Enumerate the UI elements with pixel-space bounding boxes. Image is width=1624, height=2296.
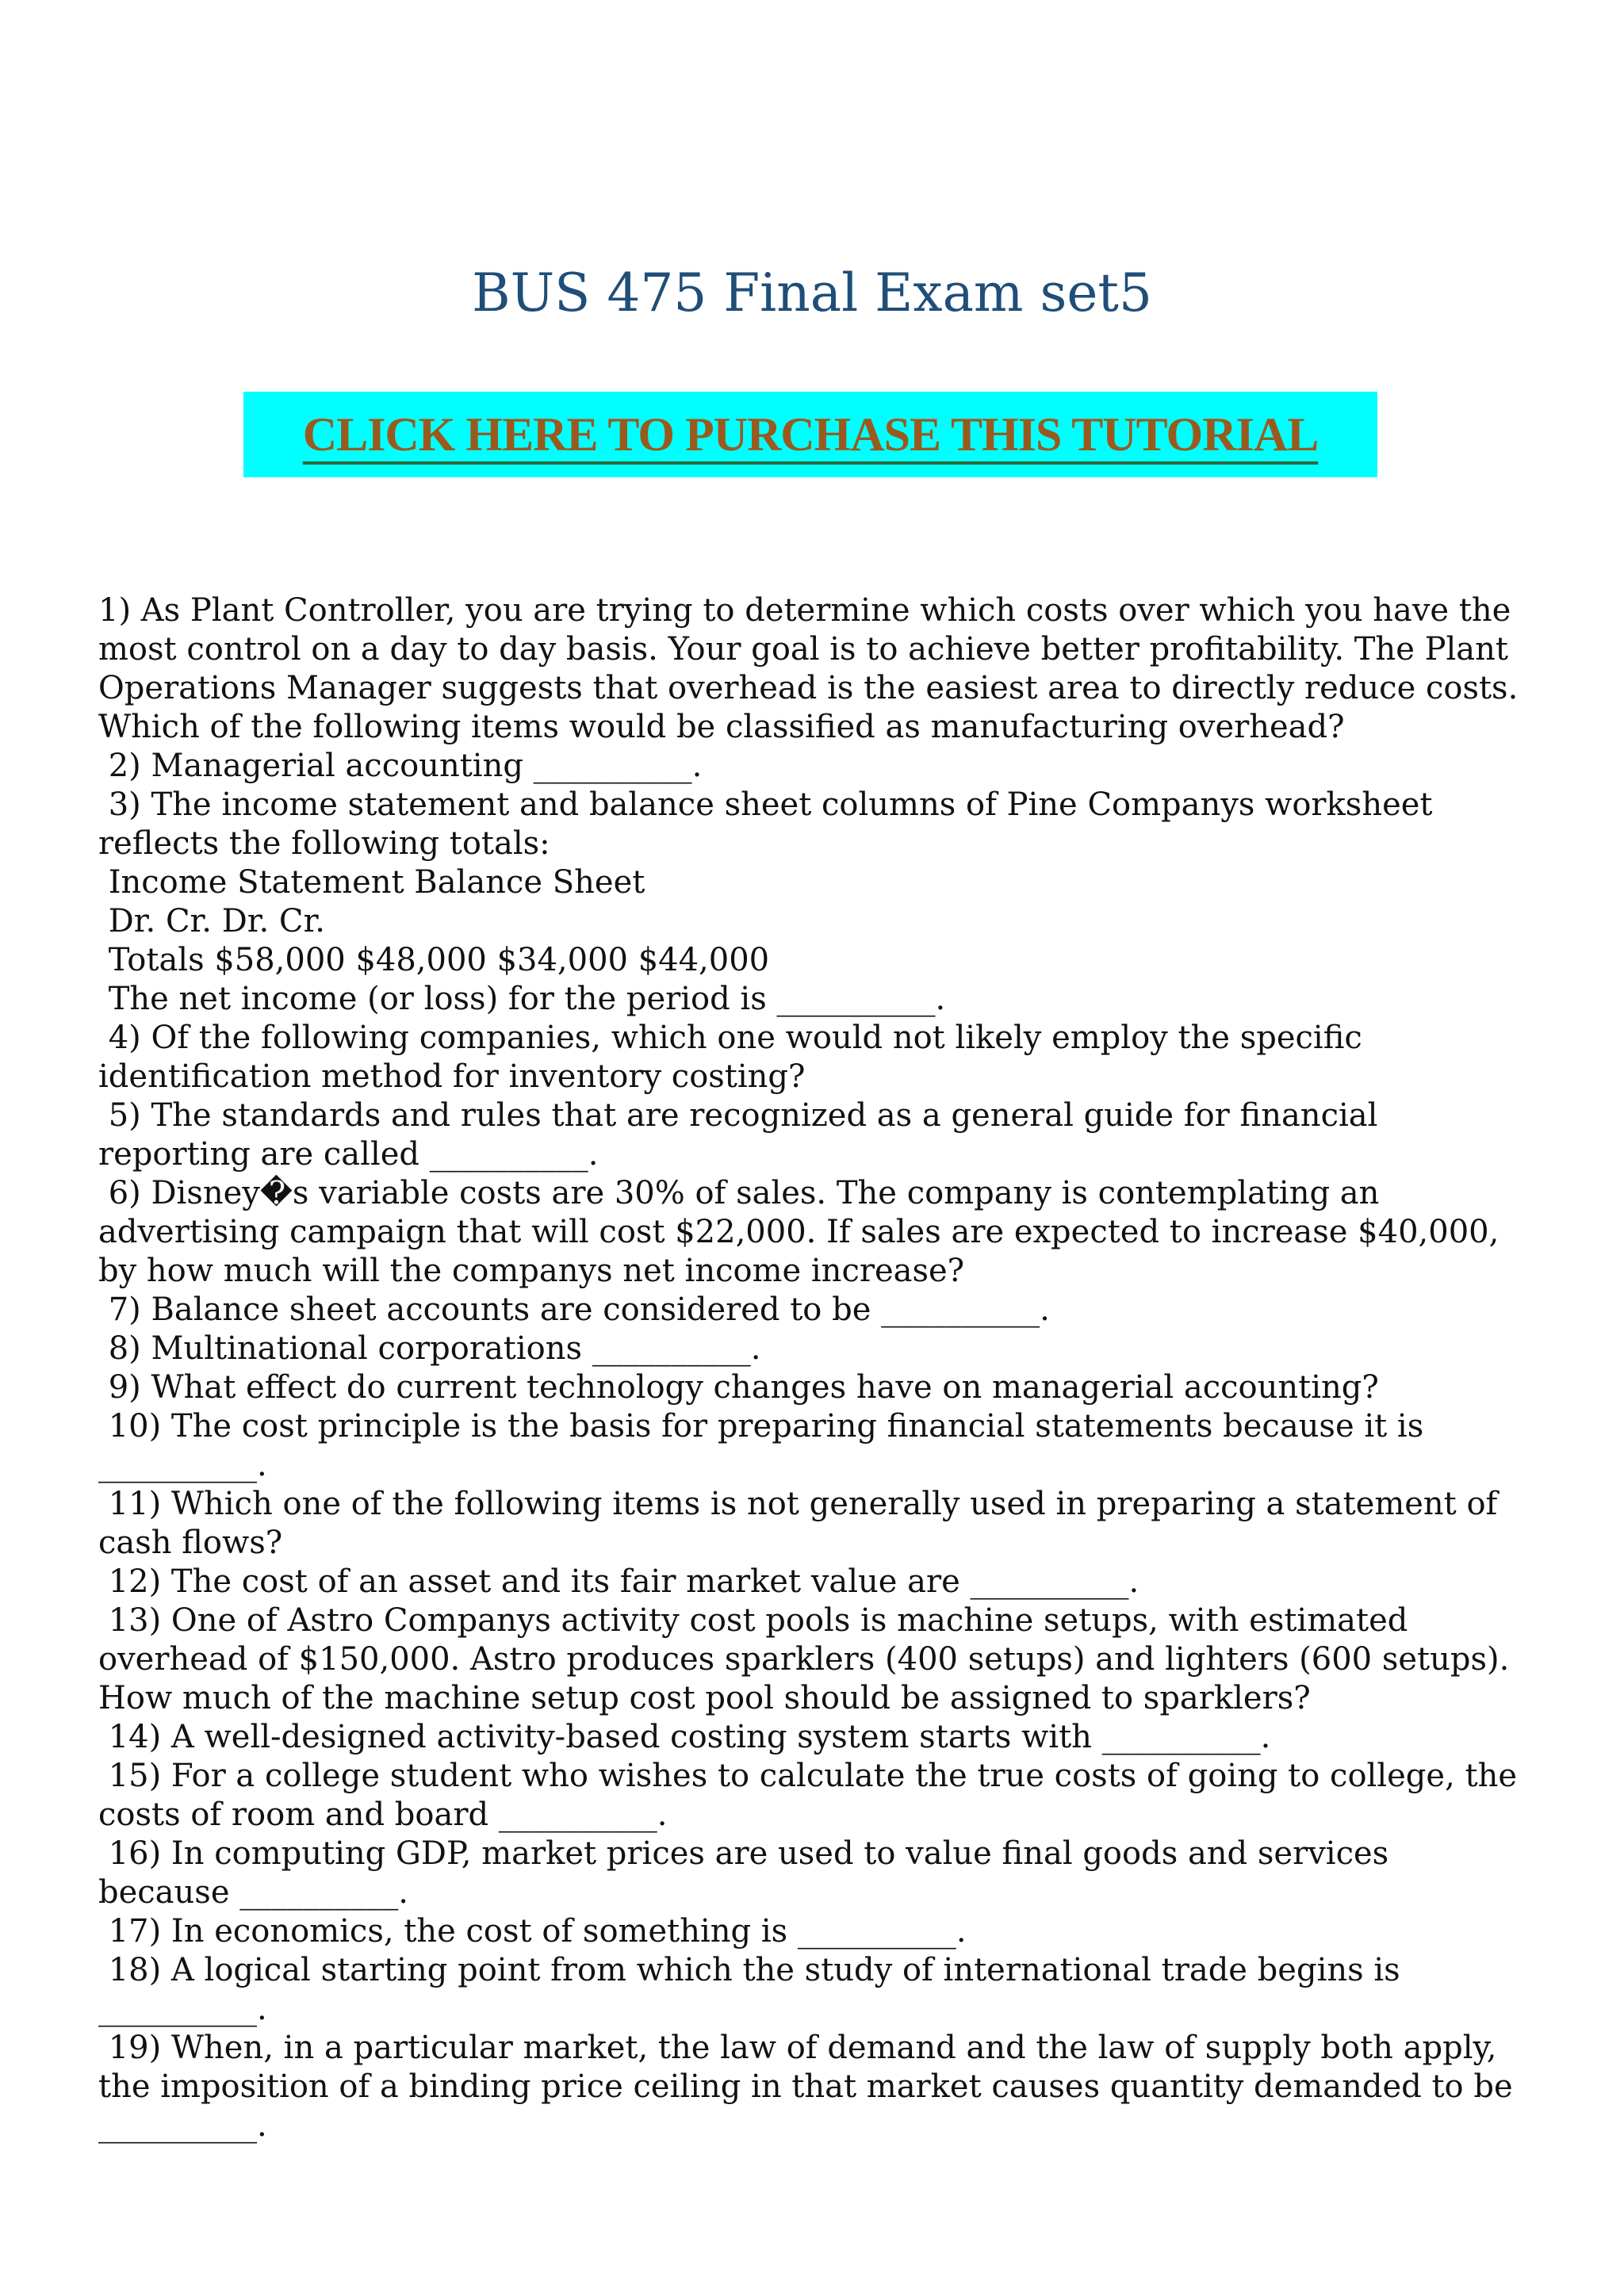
text-line: 12) The cost of an asset and its fair market value are __________. <box>98 1563 1139 1600</box>
text-line: 9) What effect do current technology changes have on managerial accounting? <box>98 1369 1379 1406</box>
text-line: 5) The standards and rules that are recognized as a general guide for financial <box>98 1097 1378 1134</box>
text-line: reflects the following totals: <box>98 825 550 862</box>
text-line: overhead of $150,000. Astro produces sparklers (400 setups) and lighters (600 setups). <box>98 1641 1510 1678</box>
text-line: The net income (or loss) for the period is __________. <box>98 981 946 1017</box>
text-line: by how much will the companys net income increase? <box>98 1253 965 1289</box>
text-line: 8) Multinational corporations __________. <box>98 1330 761 1367</box>
text-line: 7) Balance sheet accounts are considered to be __________. <box>98 1292 1050 1328</box>
text-line: 11) Which one of the following items is not generally used in preparing a statement of <box>98 1486 1498 1522</box>
text-line: most control on a day to day basis. Your goal is to achieve better profitability. The Plant <box>98 631 1508 668</box>
text-line: 2) Managerial accounting __________. <box>98 748 703 784</box>
text-line: 19) When, in a particular market, the law of demand and the law of supply both apply, <box>98 2030 1497 2066</box>
purchase-tutorial-link[interactable]: CLICK HERE TO PURCHASE THIS TUTORIAL <box>302 408 1319 461</box>
text-line: costs of room and board __________. <box>98 1797 668 1833</box>
question-list <box>98 591 1526 2145</box>
text-line: the imposition of a binding price ceiling in that market causes quantity demanded to be <box>98 2068 1513 2105</box>
text-line: Totals $58,000 $48,000 $34,000 $44,000 <box>98 942 770 978</box>
text-line: 17) In economics, the cost of something is __________. <box>98 1913 967 1950</box>
document-title: BUS 475 Final Exam set5 <box>472 262 1152 323</box>
text-line: 18) A logical starting point from which the study of international trade begins is <box>98 1952 1400 1988</box>
text-line: 3) The income statement and balance sheet columns of Pine Companys worksheet <box>98 786 1433 823</box>
text-line: 13) One of Astro Companys activity cost pools is machine setups, with estimated <box>98 1602 1408 1639</box>
text-line: 4) Of the following companies, which one would not likely employ the specific <box>98 1020 1362 1056</box>
text-line: 14) A well-designed activity-based costing system starts with __________. <box>98 1719 1271 1755</box>
text-line: 16) In computing GDP, market prices are used to value final goods and services <box>98 1835 1389 1872</box>
text-line: Dr. Cr. Dr. Cr. <box>98 903 325 939</box>
text-line: Income Statement Balance Sheet <box>98 864 645 901</box>
text-line: cash flows? <box>98 1525 283 1561</box>
text-line: 15) For a college student who wishes to calculate the true costs of going to college, the <box>98 1758 1518 1794</box>
text-line: Operations Manager suggests that overhead is the easiest area to directly reduce costs. <box>98 670 1519 706</box>
text-line: reporting are called __________. <box>98 1136 599 1173</box>
text-line: __________. <box>98 1991 267 2027</box>
text-line: Which of the following items would be classified as manufacturing overhead? <box>98 709 1345 745</box>
text-line: because __________. <box>98 1874 408 1911</box>
text-line: 1) As Plant Controller, you are trying to determine which costs over which you have the <box>98 592 1511 629</box>
text-line: advertising campaign that will cost $22,000. If sales are expected to increase $40,000, <box>98 1214 1500 1250</box>
text-line: identification method for inventory costing? <box>98 1058 806 1095</box>
purchase-link-highlight <box>243 392 1377 477</box>
text-line: 10) The cost principle is the basis for preparing financial statements because it is <box>98 1408 1424 1445</box>
text-line: __________. <box>98 1447 267 1483</box>
text-line: __________. <box>98 2107 267 2144</box>
text-line: How much of the machine setup cost pool should be assigned to sparklers? <box>98 1680 1311 1716</box>
text-line: 6) Disney�s variable costs are 30% of sales. The company is contemplating an <box>98 1175 1380 1211</box>
